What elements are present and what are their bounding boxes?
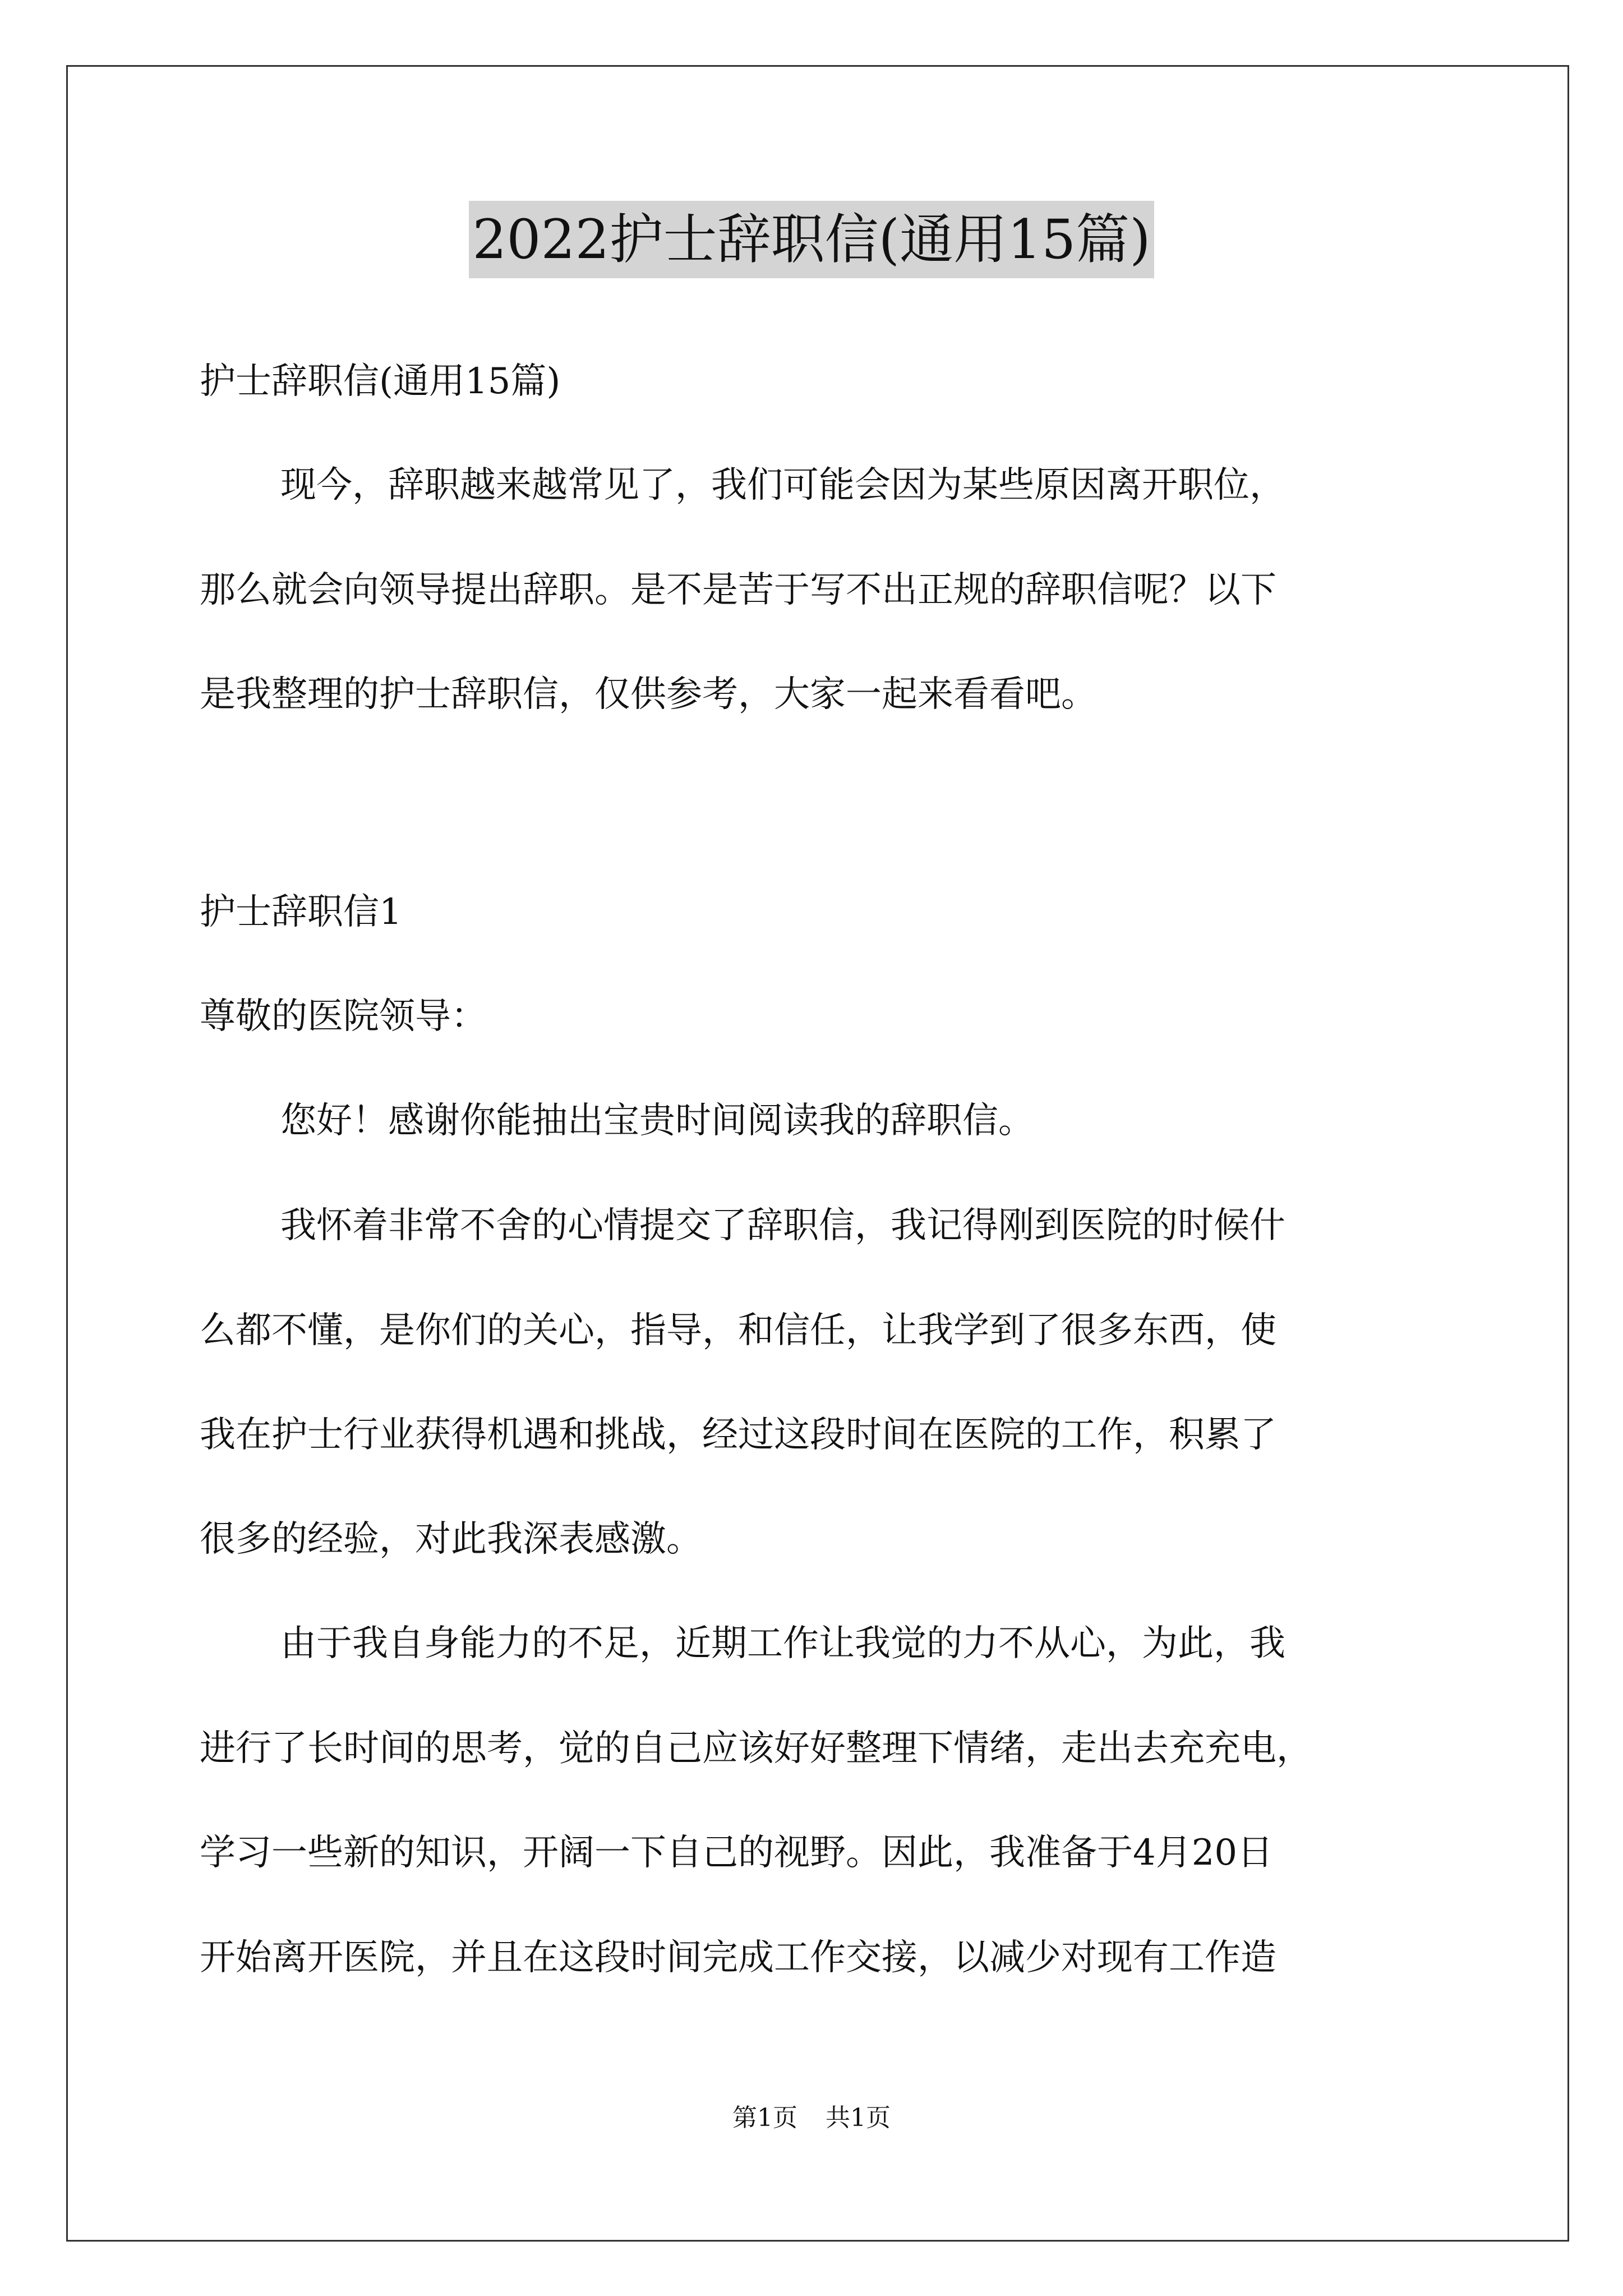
para1-line-2: 么都不懂，是你们的关心，指导，和信任，让我学到了很多东西，使: [200, 1310, 1276, 1351]
page-footer: [0, 2101, 1623, 2135]
letter-heading: 护士辞职信1: [200, 891, 402, 933]
para2-line-1: 由于我自身能力的不足，近期工作让我觉的力不从心，为此，我: [280, 1623, 1285, 1664]
intro-line-2: 那么就会向领导提出辞职。是不是苦于写不出正规的辞职信呢？以下: [200, 569, 1276, 611]
intro-line-3: 是我整理的护士辞职信，仅供参考，大家一起来看看吧。: [200, 674, 1097, 715]
salutation: 尊敬的医院领导：: [200, 996, 487, 1037]
page-number: 第1页: [732, 2104, 797, 2132]
para1-line-1: 我怀着非常不舍的心情提交了辞职信，我记得刚到医院的时候什: [280, 1205, 1285, 1246]
para1-line-4: 很多的经验，对此我深表感激。: [200, 1519, 702, 1560]
greeting: 您好！感谢你能抽出宝贵时间阅读我的辞职信。: [280, 1100, 1034, 1142]
document-title: 2022护士辞职信(通用15篇): [469, 201, 1154, 278]
intro-line-1: 现今，辞职越来越常见了，我们可能会因为某些原因离开职位，: [280, 464, 1285, 506]
para2-line-4: 开始离开医院，并且在这段时间完成工作交接，以减少对现有工作造: [200, 1937, 1276, 1978]
para1-line-3: 我在护士行业获得机遇和挑战，经过这段时间在医院的工作，积累了: [200, 1414, 1276, 1456]
document-subtitle: 护士辞职信(通用15篇): [200, 361, 561, 402]
para2-line-3: 学习一些新的知识，开阔一下自己的视野。因此，我准备于4月20日: [200, 1832, 1274, 1874]
para2-line-2: 进行了长时间的思考，觉的自己应该好好整理下情绪，走出去充充电，: [200, 1728, 1312, 1769]
title-container: [0, 201, 1623, 278]
total-pages: 共1页: [826, 2104, 891, 2132]
